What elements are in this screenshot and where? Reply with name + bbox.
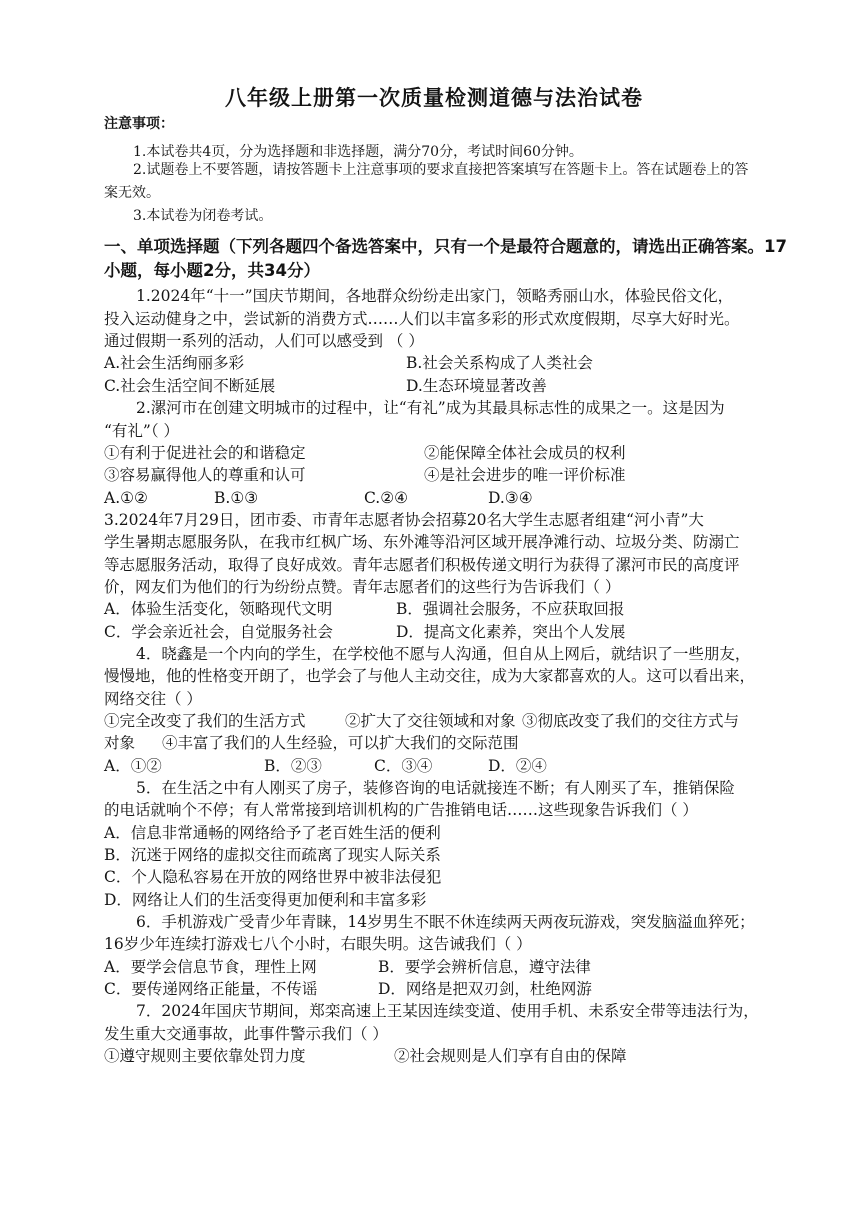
q3-option-c: C．学会亲近社会，自觉服务社会 — [104, 623, 333, 641]
q7-statement-1: ①遵守规则主要依靠处罚力度 — [104, 1047, 306, 1065]
q2-statement-2: ②能保障全体社会成员的权利 — [424, 444, 626, 462]
q7-stem-line: 7．2024年国庆节期间，郑栾高速上王某因连续变道、使用手机、未系安全带等违法行为， — [136, 1002, 759, 1020]
q6-stem-line: 16岁少年连续打游戏七八个小时，右眼失明。这告诫我们（ ） — [104, 935, 532, 953]
q4-stem-line: 网络交往（ ） — [104, 690, 202, 708]
note-3: 3.本试卷为闭卷考试。 — [133, 208, 273, 224]
note-2-cont: 案无效。 — [104, 185, 160, 201]
q6-option-c: C．要传递网络正能量，不传谣 — [104, 980, 318, 998]
q4-stem-line: 慢慢地，他的性格变开朗了，也学会了与他人主动交往，成为大家都喜欢的人。这可以看出来， — [104, 667, 756, 685]
q2-stem-line: “有礼”（ ） — [104, 422, 180, 440]
q4-option-b: B．②③ — [264, 757, 322, 775]
q7-stem-line: 发生重大交通事故，此事件警示我们（ ） — [104, 1025, 388, 1043]
q6-option-b: B．要学会辨析信息，遵守法律 — [378, 958, 591, 976]
q6-option-a: A．要学会信息节食，理性上网 — [104, 958, 317, 976]
q5-option-a: A．信息非常通畅的网络给予了老百姓生活的便利 — [104, 824, 441, 842]
q5-option-c: C．个人隐私容易在开放的网络世界中被非法侵犯 — [104, 868, 442, 886]
q2-statement-3: ③容易赢得他人的尊重和认可 — [104, 466, 306, 484]
q1-stem-line: 通过假期一系列的活动，人们可以感受到 （ ） — [104, 332, 424, 350]
q3-option-b: B．强调社会服务，不应获取回报 — [396, 600, 625, 618]
q6-option-d: D．网络是把双刃剑，杜绝网游 — [378, 980, 592, 998]
q3-stem-line: 学生暑期志愿服务队，在我市红枫广场、东外滩等沿河区域开展净滩行动、垃圾分类、防溺亡 — [104, 533, 740, 551]
q4-stem-line: 4．晓鑫是一个内向的学生，在学校他不愿与人沟通，但自从上网后，就结识了一些朋友， — [136, 645, 751, 663]
q3-option-a: A．体验生活变化，领略现代文明 — [104, 600, 333, 618]
q1-option-b: B.社会关系构成了人类社会 — [406, 354, 593, 372]
note-1: 1.本试卷共4页，分为选择题和非选择题，满分70分，考试时间60分钟。 — [133, 144, 583, 160]
note-2: 2.试题卷上不要答题，请按答题卡上注意事项的要求直接把答案填写在答题卡上。答在试题卷上的答 — [133, 162, 749, 178]
q2-option-a: A.①② — [104, 489, 148, 507]
q5-stem-line: 的电话就响个不停；有人常常接到培训机构的广告推销电话……这些现象告诉我们（ ） — [104, 801, 698, 819]
q2-option-d: D.③④ — [488, 489, 533, 507]
notes-heading: 注意事项： — [104, 116, 174, 132]
q4-option-a: A．①② — [104, 757, 162, 775]
q2-stem-line: 2.漯河市在创建文明城市的过程中，让“有礼”成为其最具标志性的成果之一。这是因为 — [136, 399, 725, 417]
q3-stem-line: 3.2024年7月29日，团市委、市青年志愿者协会招募20名大学生志愿者组建“河小青”大 — [104, 511, 704, 529]
q1-option-a: A.社会生活绚丽多彩 — [104, 354, 245, 372]
q4-option-d: D．②④ — [488, 757, 547, 775]
q3-stem-line: 等志愿服务活动，取得了良好成效。青年志愿者们积极传递文明行为获得了漯河市民的高度评 — [104, 556, 740, 574]
q1-stem-line: 投入运动健身之中，尝试新的消费方式……人们以丰富多彩的形式欢度假期，尽享大好时光。 — [104, 310, 740, 328]
section-heading-cont: 小题，每小题2分，共34分） — [104, 261, 320, 280]
q4-statement-3-cont: 对象 — [104, 734, 136, 752]
q6-stem-line: 6．手机游戏广受青少年青睐，14岁男生不眠不休连续两天两夜玩游戏，突发脑溢血猝死； — [136, 913, 755, 931]
q1-option-c: C.社会生活空间不断延展 — [104, 377, 276, 395]
q1-option-d: D.生态环境显著改善 — [406, 377, 547, 395]
q4-option-c: C．③④ — [374, 757, 433, 775]
q2-statement-4: ④是社会进步的唯一评价标准 — [424, 466, 626, 484]
q3-stem-line: 价，网友们为他们的行为纷纷点赞。青年志愿者们的这些行为告诉我们（ ） — [104, 578, 621, 596]
q3-option-d: D．提高文化素养，突出个人发展 — [396, 623, 626, 641]
q2-option-c: C.②④ — [364, 489, 409, 507]
exam-title: 八年级上册第一次质量检测道德与法治试卷 — [225, 86, 643, 110]
q5-stem-line: 5．在生活之中有人刚买了房子，装修咨询的电话就接连不断；有人刚买了车，推销保险 — [136, 779, 735, 797]
q1-stem-line: 1.2024年“十一”国庆节期间，各地群众纷纷走出家门，领略秀丽山水，体验民俗文化， — [136, 287, 734, 305]
section-heading: 一、单项选择题（下列各题四个备选答案中，只有一个是最符合题意的，请选出正确答案。17 — [104, 237, 787, 256]
q4-statement-3: ③彻底改变了我们的交往方式与 — [522, 712, 740, 730]
q4-statement-2: ②扩大了交往领域和对象 — [345, 712, 516, 730]
q4-statement-1: ①完全改变了我们的生活方式 — [104, 712, 306, 730]
q5-option-d: D．网络让人们的生活变得更加便利和丰富多彩 — [104, 891, 427, 909]
q7-statement-2: ②社会规则是人们享有自由的保障 — [394, 1047, 627, 1065]
q4-statement-4: ④丰富了我们的人生经验，可以扩大我们的交际范围 — [162, 734, 519, 752]
q5-option-b: B．沉迷于网络的虚拟交往而疏离了现实人际关系 — [104, 846, 441, 864]
q2-statement-1: ①有利于促进社会的和谐稳定 — [104, 444, 306, 462]
q2-option-b: B.①③ — [214, 489, 259, 507]
